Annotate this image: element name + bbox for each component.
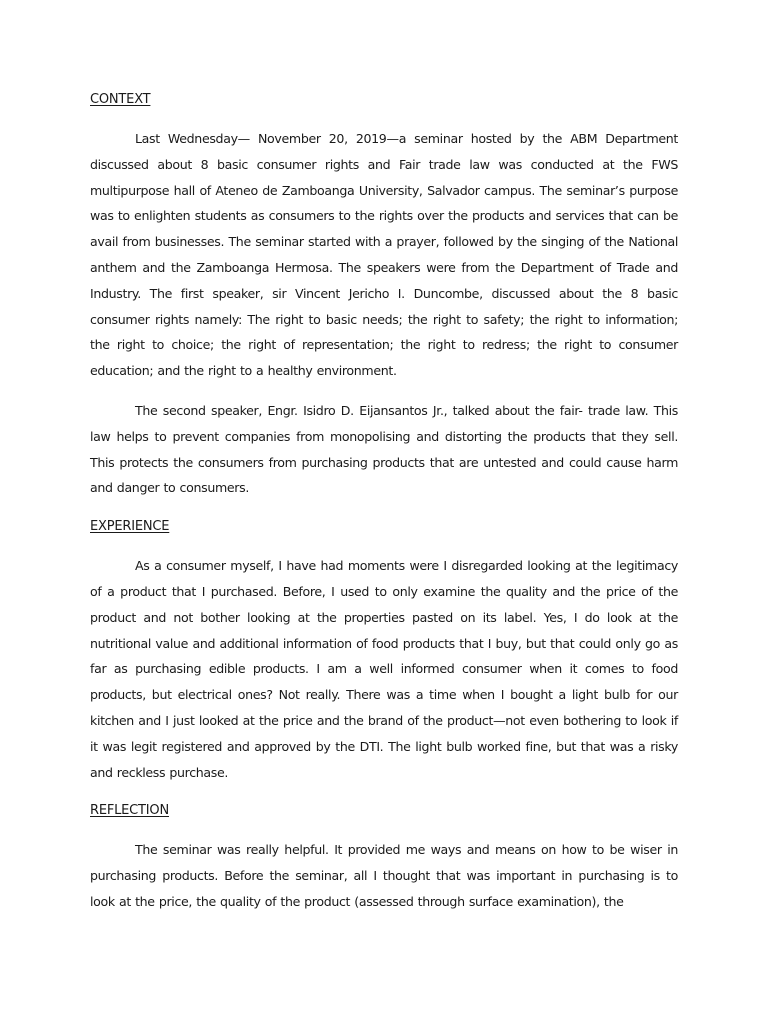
reflection-paragraph-1: The seminar was really helpful. It provided me ways and means on how to be wiser in purchasing products. Before the seminar, all I thought that was important in purchasing is to look at the price, the quality of the product (assessed through surface examination), the (90, 842, 678, 909)
document-page (90, 90, 678, 929)
section-heading-context: CONTEXT (90, 92, 151, 107)
section-heading-reflection: REFLECTION (90, 803, 169, 819)
context-paragraph-2: The second speaker, Engr. Isidro D. Eijansantos Jr., talked about the fair- trade law. This law helps to prevent companies from monopolising and distorting the products that they sell. This protects the consumers from purchasing products that are untested and could cause harm and danger to consumers. (90, 402, 678, 496)
experience-paragraph-1: As a consumer myself, I have had moments were I disregarded looking at the legitimacy of a product that I purchased. Before, I used to only examine the quality and the price of the product and not bother looking at the properties pasted on its label. Yes, I do look at the nutritional value and additional information of food products that I buy, but that could only go as far as purchasing edible products. I am a well informed consumer when it comes to food products, but electrical ones? Not really. There was a time when I bought a light bulb for our kitchen and I just looked at the price and the brand of the product—not even bothering to look if it was legit registered and approved by the DTI. The light bulb worked fine, but that was a risky and reckless purchase. (90, 558, 678, 780)
context-paragraph-1: Last Wednesday— November 20, 2019—a seminar hosted by the ABM Department discussed about 8 basic consumer rights and Fair trade law was conducted at the FWS multipurpose hall of Ateneo de Zamboanga University, Salvador campus. The seminar’s purpose was to enlighten students as consumers to the rights over the products and services that can be avail from businesses. The seminar started with a prayer, followed by the singing of the National anthem and the Zamboanga Hermosa. The speakers were from the Department of Trade and Industry. The first speaker, sir Vincent Jericho I. Duncombe, discussed about the 8 basic consumer rights namely: The right to basic needs; the right to safety; the right to information; the right to choice; the right of representation; the right to redress; the right to consumer education; and the right to a healthy environment. (90, 131, 678, 379)
section-heading-experience: EXPERIENCE (90, 519, 170, 535)
